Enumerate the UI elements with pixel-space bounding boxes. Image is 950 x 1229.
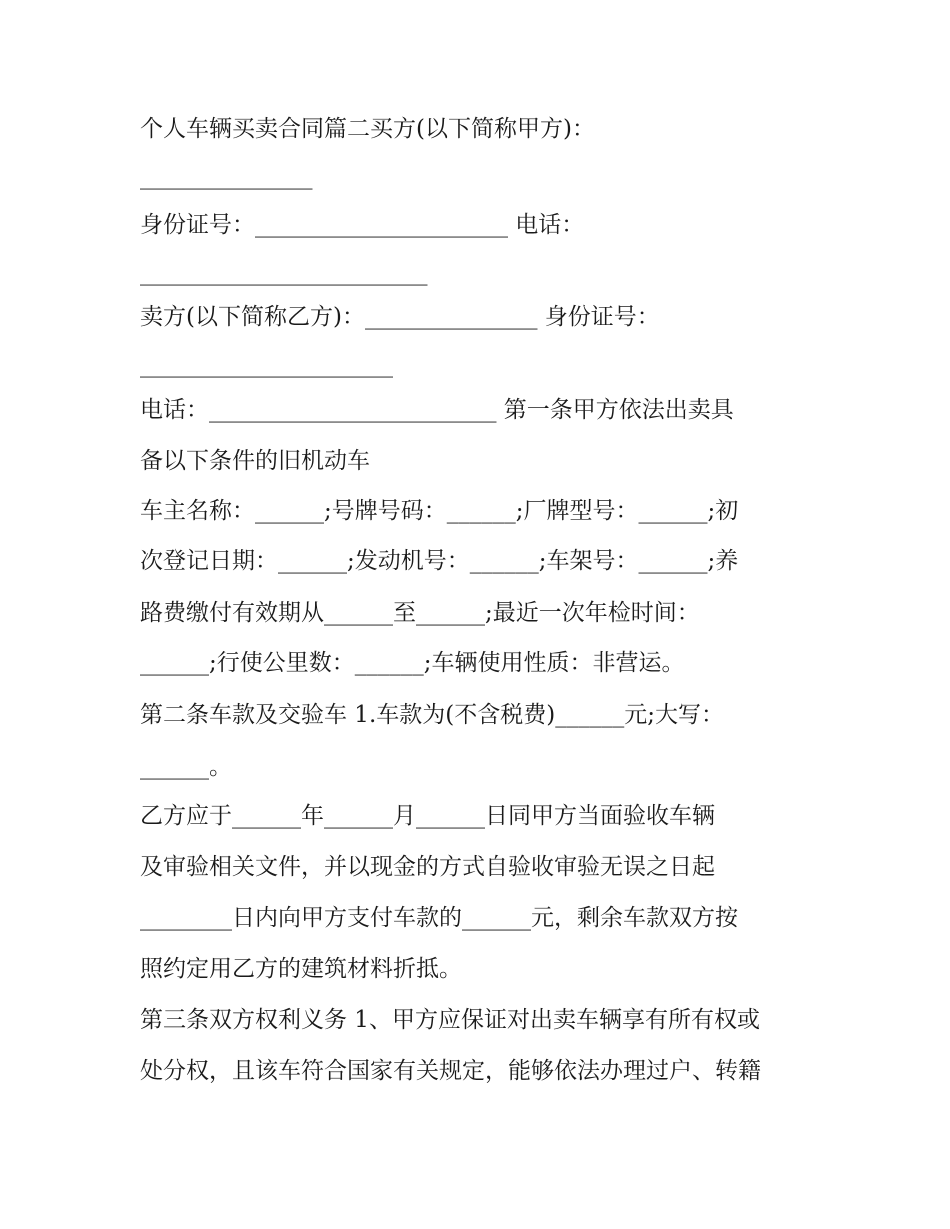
buyer-id-phone-line: 身份证号：______________________ 电话：: [140, 212, 585, 238]
seller-id-blank-line: ______________________: [140, 352, 393, 378]
seller-line: 卖方(以下简称乙方)：_______________ 身份证号：: [140, 304, 660, 330]
remaining-payment-line: 照约定用乙方的建筑材料折抵。: [140, 956, 462, 982]
contract-title-line: 个人车辆买卖合同篇二买方(以下简称甲方)：: [140, 116, 595, 142]
inspection-date-line: 乙方应于______年______月______日同甲方当面验收车辆: [140, 803, 715, 829]
article-three-continued-line: 处分权，且该车符合国家有关规定，能够依法办理过户、转籍: [140, 1058, 761, 1084]
buyer-phone-blank-line: _________________________: [140, 260, 428, 286]
buyer-name-blank-line: _______________: [140, 164, 313, 190]
article-two-price-line: 第二条车款及交验车 1.车款为(不含税费)______元;大写：: [140, 702, 724, 728]
article-three-line: 第三条双方权利义务 1、甲方应保证对出卖车辆享有所有权或: [140, 1007, 760, 1033]
price-in-words-blank-line: ______。: [140, 754, 232, 780]
vehicle-owner-plate-model-line: 车主名称：______;号牌号码：______;厂牌型号：______;初: [140, 498, 739, 524]
mileage-usage-line: ______;行使公里数：______;车辆使用性质：非营运。: [140, 650, 685, 676]
article-one-continued-line: 备以下条件的旧机动车: [140, 448, 370, 474]
road-fee-inspection-line: 路费缴付有效期从______至______;最近一次年检时间：: [140, 600, 700, 626]
payment-terms-line: ________日内向甲方支付车款的______元，剩余车款双方按: [140, 905, 738, 931]
inspection-documents-line: 及审验相关文件，并以现金的方式自验收审验无误之日起: [140, 854, 715, 880]
seller-phone-article-one-line: 电话：_________________________ 第一条甲方依法出卖具: [140, 397, 734, 423]
registration-engine-frame-line: 次登记日期：______;发动机号：______;车架号：______;养: [140, 548, 739, 574]
